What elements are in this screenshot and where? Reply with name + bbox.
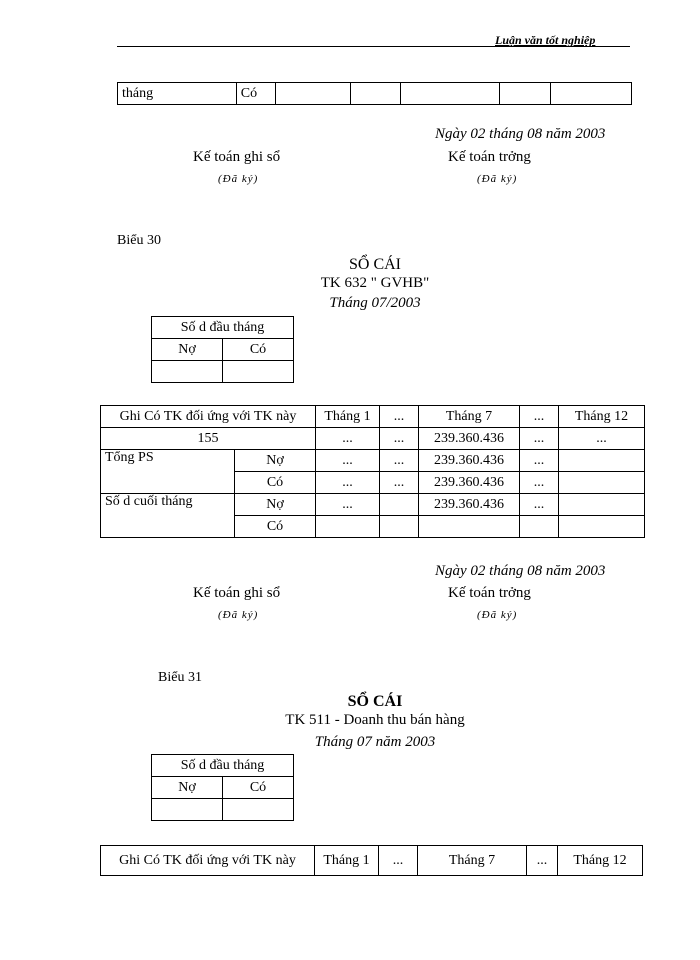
ledger-title: SỔ CÁI bbox=[348, 256, 401, 273]
form-label: Biểu 30 bbox=[117, 233, 161, 248]
ledger-account: TK 632 " GVHB" bbox=[320, 275, 430, 291]
opening-title: Số d đầu tháng bbox=[152, 317, 294, 339]
table-cell: ... bbox=[316, 450, 380, 472]
col-header: ... bbox=[379, 846, 418, 876]
table-cell: ... bbox=[380, 472, 419, 494]
table-cell: ... bbox=[520, 450, 559, 472]
table-cell: 239.360.436 bbox=[419, 450, 520, 472]
col-header: Tháng 1 bbox=[316, 406, 380, 428]
form-label: Biểu 31 bbox=[158, 670, 202, 685]
table-cell bbox=[380, 494, 419, 516]
accountant-signature: (Đã ký) bbox=[218, 173, 259, 185]
table-cell bbox=[152, 799, 223, 821]
table-cell bbox=[500, 83, 551, 105]
chief-signature: (Đã ký) bbox=[477, 173, 518, 185]
table-cell: 239.360.436 bbox=[419, 428, 520, 450]
col-header: ... bbox=[527, 846, 558, 876]
table-cell bbox=[223, 799, 294, 821]
accountant-title: Kế toán ghi sổ bbox=[193, 149, 281, 165]
table-cell: 155 bbox=[101, 428, 316, 450]
table-cell: ... bbox=[316, 428, 380, 450]
ledger-table bbox=[100, 845, 643, 876]
table-cell bbox=[559, 450, 645, 472]
credit-label: Có bbox=[223, 339, 294, 361]
chief-accountant-title: Kế toán trởng bbox=[448, 149, 531, 165]
table-cell bbox=[520, 516, 559, 538]
table-cell: ... bbox=[316, 494, 380, 516]
table-cell: 239.360.436 bbox=[419, 472, 520, 494]
opening-balance-table bbox=[151, 754, 294, 821]
table-cell: Có bbox=[236, 83, 275, 105]
ledger-table bbox=[100, 405, 645, 538]
table-cell bbox=[152, 361, 223, 383]
ledger-period: Tháng 07/2003 bbox=[329, 295, 421, 311]
chief-accountant-title: Kế toán trởng bbox=[448, 585, 531, 601]
table-cell bbox=[380, 516, 419, 538]
accountant-signature: (Đã ký) bbox=[218, 609, 259, 621]
table-cell: Nợ bbox=[235, 494, 316, 516]
ledger-period: Tháng 07 năm 2003 bbox=[314, 734, 436, 750]
table-row bbox=[101, 450, 645, 472]
header-rule bbox=[117, 46, 630, 47]
table-cell bbox=[275, 83, 350, 105]
table-cell: Có bbox=[235, 472, 316, 494]
table-cell: ... bbox=[520, 494, 559, 516]
table-cell bbox=[316, 516, 380, 538]
running-header: Luận văn tốt nghiệp bbox=[495, 33, 596, 47]
accountant-title: Kế toán ghi sổ bbox=[193, 585, 281, 601]
row-label: Số d cuối tháng bbox=[101, 494, 235, 538]
table-cell: Có bbox=[235, 516, 316, 538]
top-table-fragment bbox=[117, 82, 632, 105]
col-header: Ghi Có TK đối ứng với TK này bbox=[101, 846, 315, 876]
table-cell bbox=[559, 494, 645, 516]
table-row bbox=[101, 428, 645, 450]
chief-signature: (Đã ký) bbox=[477, 609, 518, 621]
table-cell: ... bbox=[559, 428, 645, 450]
col-header: Tháng 12 bbox=[559, 406, 645, 428]
debit-label: Nợ bbox=[152, 339, 223, 361]
table-cell bbox=[350, 83, 401, 105]
table-cell bbox=[223, 361, 294, 383]
ledger-account: TK 511 - Doanh thu bán hàng bbox=[285, 712, 465, 728]
table-cell bbox=[401, 83, 500, 105]
table-cell: ... bbox=[380, 428, 419, 450]
table-cell: ... bbox=[380, 450, 419, 472]
col-header: ... bbox=[380, 406, 419, 428]
table-row bbox=[101, 494, 645, 516]
debit-label: Nợ bbox=[152, 777, 223, 799]
table-cell: Nợ bbox=[235, 450, 316, 472]
opening-title: Số d đầu tháng bbox=[152, 755, 294, 777]
opening-balance-table bbox=[151, 316, 294, 383]
table-cell: ... bbox=[520, 428, 559, 450]
col-header: Tháng 12 bbox=[558, 846, 643, 876]
table-cell bbox=[559, 516, 645, 538]
col-header: ... bbox=[520, 406, 559, 428]
sign-date: Ngày 02 tháng 08 năm 2003 bbox=[435, 563, 606, 579]
row-label: Tổng PS bbox=[101, 450, 235, 494]
col-header: Tháng 7 bbox=[418, 846, 527, 876]
col-header: Ghi Có TK đối ứng với TK này bbox=[101, 406, 316, 428]
table-cell bbox=[419, 516, 520, 538]
table-cell: ... bbox=[520, 472, 559, 494]
table-cell: ... bbox=[316, 472, 380, 494]
table-cell bbox=[551, 83, 632, 105]
col-header: Tháng 7 bbox=[419, 406, 520, 428]
sign-date: Ngày 02 tháng 08 năm 2003 bbox=[435, 126, 606, 142]
credit-label: Có bbox=[223, 777, 294, 799]
table-cell bbox=[559, 472, 645, 494]
ledger-title: SỔ CÁI bbox=[347, 693, 403, 710]
table-cell: 239.360.436 bbox=[419, 494, 520, 516]
table-cell: tháng bbox=[118, 83, 237, 105]
col-header: Tháng 1 bbox=[315, 846, 379, 876]
